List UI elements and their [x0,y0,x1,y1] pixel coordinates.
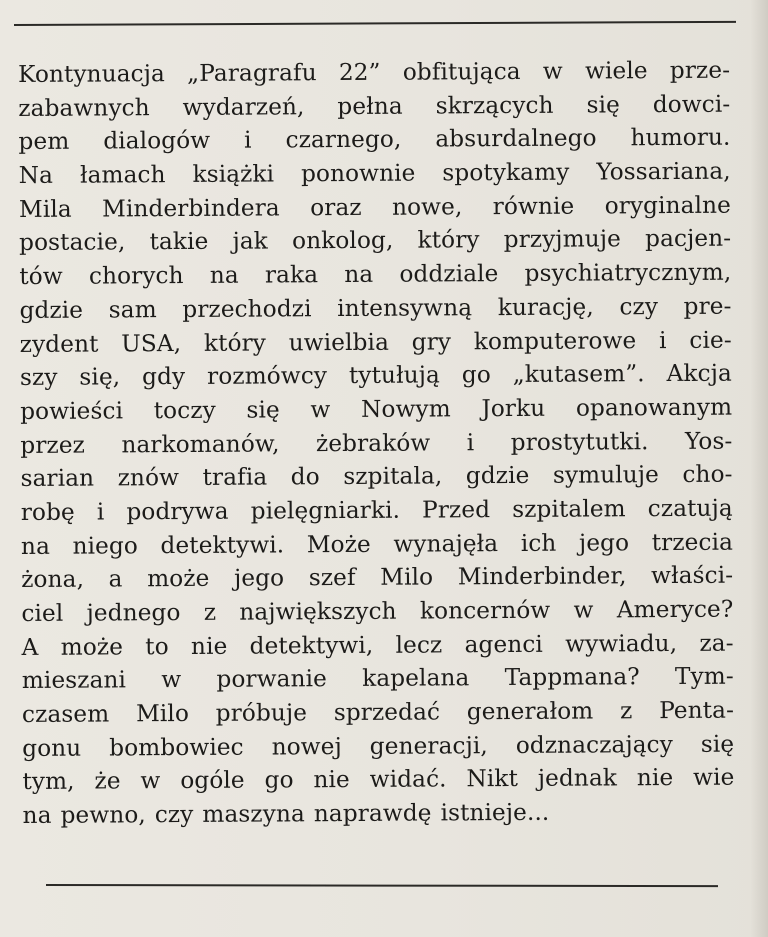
text-line: Mila Minderbindera oraz nowe, równie oryginalne [18,191,731,223]
text-line: mieszani w porwanie kapelana Tappmana? Tym- [21,663,734,695]
text-line: gonu bombowiec nowej generacji, odznaczający się [22,730,735,762]
text-line: żona, a może jego szef Milo Minderbinder, właści- [21,561,734,594]
text-line: sarian znów trafia do szpitala, gdzie symuluje cho- [20,460,733,493]
bottom-divider-line [46,884,718,887]
text-line: ciel jednego z największych koncernów w Ameryce? [21,595,734,627]
text-line: przez narkomanów, żebraków i prostytutki. Yos- [20,427,733,459]
text-line: zabawnych wydarzeń, pełna skrzących się dowci- [18,90,731,122]
text-line: szy się, gdy rozmówcy tytułują go „kutasem”. Akcja [19,359,733,392]
top-divider-line [14,21,736,26]
text-line: tym, że w ogóle go nie widać. Nikt jednak nie wie [22,764,735,796]
text-line: Kontynuacja „Paragrafu 22” obfitująca w wiele prze- [18,56,731,88]
text-line: pem dialogów i czarnego, absurdalnego humoru. [18,124,731,156]
page-edge-shadow [750,0,768,937]
text-line: postacie, takie jak onkolog, który przyjmuje pacjen- [19,225,732,257]
text-line-last: na pewno, czy maszyna naprawdę istnieje... [22,798,550,830]
text-line: czasem Milo próbuje sprzedać generałom z Penta- [21,696,735,729]
text-line: powieści toczy się w Nowym Jorku opanowanym [20,393,733,425]
text-line: robę i podrywa pielęgniarki. Przed szpitalem czatują [20,494,733,526]
text-line: na niego detektywi. Może wynajęła ich jego trzecia [20,528,734,560]
blurb-paragraph [18,54,735,833]
text-line: tów chorych na raka na oddziale psychiatrycznym, [19,258,732,291]
text-line: Na łamach książki ponownie spotykamy Yossariana, [18,157,731,190]
text-line: gdzie sam przechodzi intensywną kurację, czy pre- [19,292,732,324]
text-line: A może to nie detektywi, lecz agenci wywiadu, za- [21,629,734,661]
text-line: zydent USA, który uwielbia gry komputerowe i cie- [19,326,732,358]
